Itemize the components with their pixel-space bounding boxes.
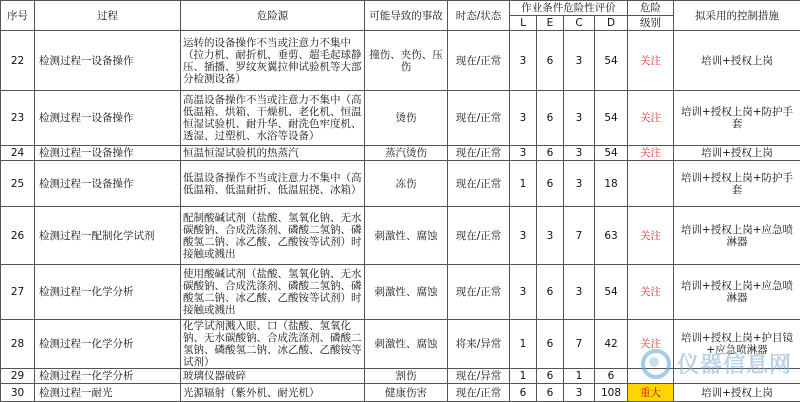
row-e: 6 — [537, 91, 564, 146]
row-tense: 将来/异常 — [448, 320, 510, 369]
header-d: D — [595, 16, 628, 31]
row-c: 3 — [564, 384, 595, 402]
row-accident: 蒸汽烫伤 — [365, 146, 448, 161]
row-c: 3 — [564, 161, 595, 207]
row-measures: 培训+授权上岗+应急喷淋器 — [674, 265, 800, 320]
header-seq: 序号 — [1, 1, 35, 31]
row-hazard: 高温设备操作不当或注意力不集中（高低温箱、烘箱、干燥机、老化机、恒温恒湿试验机、耐升华、耐洗色牢度机、透湿、过塑机、水浴等设备） — [181, 91, 365, 146]
row-d: 6 — [595, 369, 628, 384]
row-level: 重大 — [628, 384, 674, 402]
row-process: 检测过程一设备操作 — [35, 161, 181, 207]
row-seq: 29 — [1, 369, 35, 384]
row-l: 1 — [510, 320, 537, 369]
row-d: 108 — [595, 384, 628, 402]
header-c: C — [564, 16, 595, 31]
row-hazard: 化学试剂溅入眼、口（盐酸、氢氧化钠、无水碳酸钠、合成洗涤剂、磷酸二氢钠、磷酸氢二钠、冰乙酸、乙酸铵等试剂） — [181, 320, 365, 369]
row-l: 3 — [510, 207, 537, 265]
row-l: 1 — [510, 161, 537, 207]
row-c: 1 — [564, 369, 595, 384]
row-d: 54 — [595, 265, 628, 320]
row-accident: 刺激性、腐蚀 — [365, 207, 448, 265]
header-eval-group: 作业条件危险性评价 — [510, 1, 628, 16]
table-row — [1, 31, 800, 91]
row-process: 检测过程一设备操作 — [35, 31, 181, 91]
row-d: 54 — [595, 91, 628, 146]
header-tense: 时态/状态 — [448, 1, 510, 31]
row-seq: 30 — [1, 384, 35, 402]
row-d: 54 — [595, 146, 628, 161]
row-hazard: 配制酸碱试剂（盐酸、氢氧化钠、无水碳酸钠、合成洗涤剂、磷酸二氢钠、磷酸氢二钠、冰乙酸、乙酸铵等试剂）时接触或溅出 — [181, 207, 365, 265]
table-row — [1, 265, 800, 320]
table-row — [1, 146, 800, 161]
row-level: 关注 — [628, 91, 674, 146]
row-e: 6 — [537, 161, 564, 207]
row-e: 3 — [537, 207, 564, 265]
table-row — [1, 91, 800, 146]
row-seq: 25 — [1, 161, 35, 207]
row-tense: 现在/正常 — [448, 265, 510, 320]
row-c: 3 — [564, 146, 595, 161]
header-level: 级别 — [628, 16, 674, 31]
row-measures: 培训+授权上岗+防护手套 — [674, 91, 800, 146]
header-danger: 危险 — [628, 1, 674, 16]
row-tense: 现在/正常 — [448, 146, 510, 161]
row-process: 检测过程一设备操作 — [35, 146, 181, 161]
row-accident: 撞伤、夹伤、压伤 — [365, 31, 448, 91]
row-level: 关注 — [628, 320, 674, 369]
row-d: 18 — [595, 161, 628, 207]
row-measures: 培训+授权上岗+护目镜+应急喷淋器 — [674, 320, 800, 369]
row-accident: 冻伤 — [365, 161, 448, 207]
row-e: 6 — [537, 369, 564, 384]
row-process: 检测过程一化学分析 — [35, 265, 181, 320]
table-row — [1, 207, 800, 265]
row-process: 检测过程一化学分析 — [35, 369, 181, 384]
row-level — [628, 161, 674, 207]
row-hazard: 低温设备操作不当或注意力不集中（高低温箱、低温耐折、低温屈挠、冰箱） — [181, 161, 365, 207]
table-row — [1, 161, 800, 207]
row-measures: 培训+授权上岗+防护手套 — [674, 161, 800, 207]
instrument-logo-icon — [641, 349, 671, 379]
watermark — [641, 348, 792, 379]
header-measures: 拟采用的控制措施 — [674, 1, 800, 31]
row-accident: 健康伤害 — [365, 384, 448, 402]
row-hazard: 恒温恒湿试验机的热蒸汽 — [181, 146, 365, 161]
row-tense: 现在/正常 — [448, 384, 510, 402]
row-c: 7 — [564, 320, 595, 369]
row-d: 63 — [595, 207, 628, 265]
row-accident: 烫伤 — [365, 91, 448, 146]
row-measures: 培训+授权上岗 — [674, 31, 800, 91]
row-l: 3 — [510, 31, 537, 91]
header-hazard: 危险源 — [181, 1, 365, 31]
row-tense: 现在/正常 — [448, 161, 510, 207]
row-e: 6 — [537, 146, 564, 161]
row-seq: 22 — [1, 31, 35, 91]
row-seq: 28 — [1, 320, 35, 369]
row-l: 3 — [510, 91, 537, 146]
row-d: 54 — [595, 31, 628, 91]
row-seq: 24 — [1, 146, 35, 161]
row-l: 1 — [510, 369, 537, 384]
header-accident: 可能导致的事故 — [365, 1, 448, 31]
row-c: 3 — [564, 91, 595, 146]
row-hazard: 使用酸碱试剂（盐酸、氢氧化钠、无水碳酸钠、合成洗涤剂、磷酸二氢钠、磷酸氢二钠、冰乙酸、乙酸铵等试剂）时接触或溅出 — [181, 265, 365, 320]
row-tense: 现在/正常 — [448, 31, 510, 91]
row-accident: 刺激性、腐蚀 — [365, 265, 448, 320]
row-seq: 27 — [1, 265, 35, 320]
row-hazard: 运转的设备操作不当或注意力不集中（拉力机、耐折机、垂剪、超毛起球静压、插播、罗纹灰翼拉伸试验机等大部分检测设备） — [181, 31, 365, 91]
row-tense: 现在/异常 — [448, 369, 510, 384]
row-measures: 培训+授权上岗+应急喷淋器 — [674, 207, 800, 265]
row-seq: 23 — [1, 91, 35, 146]
row-d: 42 — [595, 320, 628, 369]
row-accident: 割伤 — [365, 369, 448, 384]
row-level: 关注 — [628, 31, 674, 91]
row-c: 7 — [564, 207, 595, 265]
row-e: 6 — [537, 265, 564, 320]
row-e: 6 — [537, 31, 564, 91]
row-e: 6 — [537, 320, 564, 369]
watermark-text: 仪器信息网 — [677, 348, 792, 379]
row-l: 3 — [510, 265, 537, 320]
row-c: 3 — [564, 265, 595, 320]
header-e: E — [537, 16, 564, 31]
row-c: 3 — [564, 31, 595, 91]
row-process: 检测过程一设备操作 — [35, 91, 181, 146]
header-l: L — [510, 16, 537, 31]
row-accident: 刺激性、腐蚀 — [365, 320, 448, 369]
table-row — [1, 384, 800, 402]
row-e: 6 — [537, 384, 564, 402]
row-tense: 现在/正常 — [448, 91, 510, 146]
row-l: 6 — [510, 384, 537, 402]
row-tense: 现在/正常 — [448, 207, 510, 265]
row-measures: 培训+授权上岗 — [674, 146, 800, 161]
header-process: 过程 — [35, 1, 181, 31]
row-level: 关注 — [628, 146, 674, 161]
row-level: 关注 — [628, 265, 674, 320]
row-l: 3 — [510, 146, 537, 161]
row-process: 检测过程一化学分析 — [35, 320, 181, 369]
row-hazard: 光源辐射（紫外机、耐光机） — [181, 384, 365, 402]
row-process: 检测过程一配制化学试剂 — [35, 207, 181, 265]
row-process: 检测过程一耐光 — [35, 384, 181, 402]
row-level: 关注 — [628, 207, 674, 265]
row-hazard: 玻璃仪器破碎 — [181, 369, 365, 384]
row-measures: 培训+授权上岗 — [674, 384, 800, 402]
row-seq: 26 — [1, 207, 35, 265]
